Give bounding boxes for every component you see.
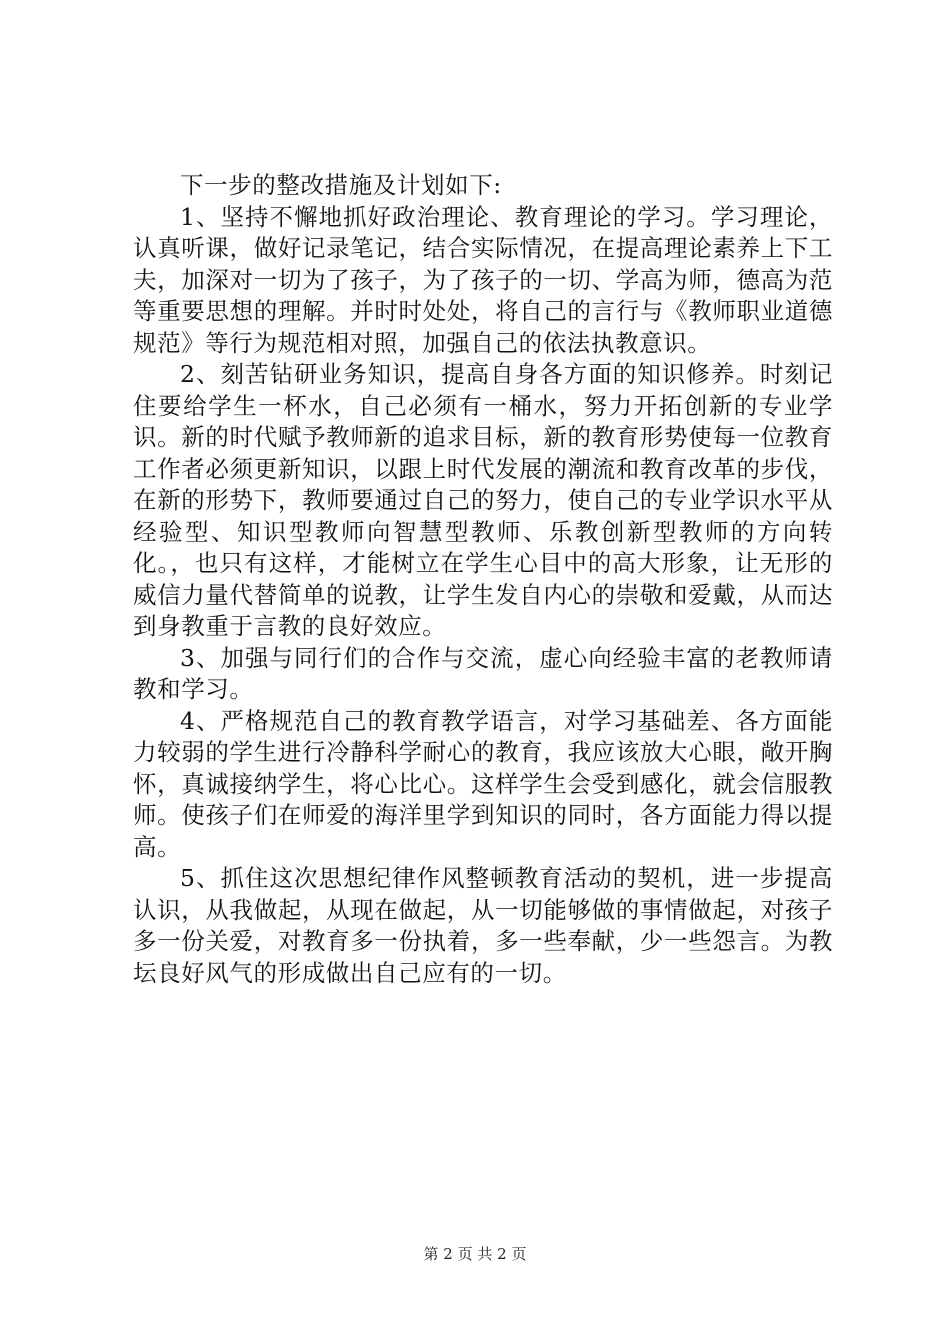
paragraph-item-3: 3、加强与同行们的合作与交流，虚心向经验丰富的老教师请教和学习。 (133, 643, 833, 703)
paragraph-item-4: 4、严格规范自己的教育教学语言，对学习基础差、各方面能力较弱的学生进行冷静科学耐心的教育，我应该放大心眼，敞开胸怀，真诚接纳学生，将心比心。这样学生会受到感化，就会信服教师。使孩子们在师爱的海洋里学到知识的同时，各方面能力得以提高。 (133, 706, 833, 861)
paragraph-item-5: 5、抓住这次思想纪律作风整顿教育活动的契机，进一步提高认识，从我做起，从现在做起，从一切能够做的事情做起，对孩子多一份关爱，对教育多一份执着，多一些奉献，少一些怨言。为教坛良好风气的形成做出自己应有的一切。 (133, 864, 833, 987)
paragraph-item-2: 2、刻苦钻研业务知识，提高自身各方面的知识修养。时刻记住要给学生一杯水，自己必须有一桶水，努力开拓创新的专业学识。新的时代赋予教师新的追求目标，新的教育形势使每一位教育工作者必须更新知识，以跟上时代发展的潮流和教育改革的步伐，在新的形势下，教师要通过自己的努力，使自己的专业学识水平从经验型、知识型教师向智慧型教师、乐教创新型教师的方向转化。，也只有这样，才能树立在学生心目中的高大形象，让无形的威信力量代替简单的说教，让学生发自内心的崇敬和爱戴，从而达到身教重于言教的良好效应。 (133, 360, 833, 640)
paragraph-item-1: 1、坚持不懈地抓好政治理论、教育理论的学习。学习理论，认真听课，做好记录笔记，结合实际情况，在提高理论素养上下工夫，加深对一切为了孩子，为了孩子的一切、学高为师，德高为范等重要思想的理解。并时时处处，将自己的言行与《教师职业道德规范》等行为规范相对照，加强自己的依法执教意识。 (133, 202, 833, 357)
document-body (133, 170, 833, 989)
intro-paragraph: 下一步的整改措施及计划如下: (180, 171, 502, 199)
page-number-footer: 第 2 页 共 2 页 (423, 1245, 527, 1263)
